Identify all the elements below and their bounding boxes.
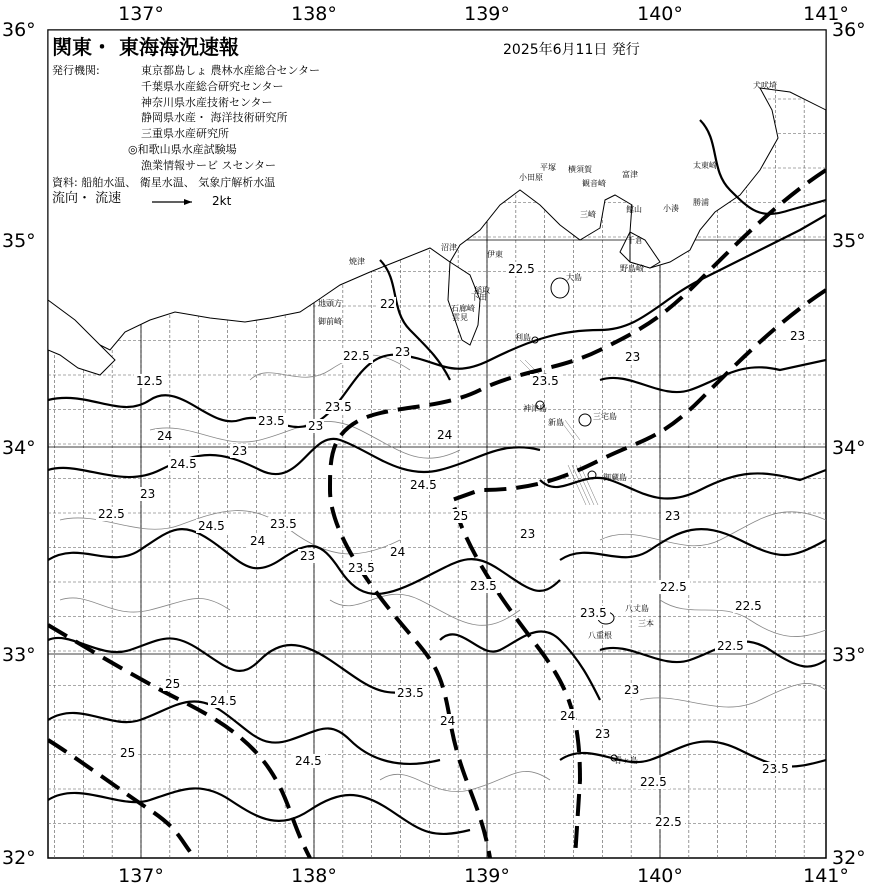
lon-label-141-bottom: 141°	[803, 865, 849, 887]
latitude-labels-right	[832, 19, 866, 869]
isotherm-label: 23.5	[397, 686, 424, 700]
place-label: 新島	[548, 418, 564, 427]
place-label: 八丈島	[625, 604, 649, 613]
place-label: 利島	[515, 333, 531, 342]
isotherm-label: 23.5	[532, 374, 559, 388]
lon-label-138-top: 138°	[291, 3, 337, 25]
agency-7: 漁業情報サービ スセンター	[141, 159, 277, 172]
place-label: 野島崎	[620, 264, 644, 273]
lat-label-33-right: 33°	[832, 644, 866, 666]
isotherm-label: 22.5	[655, 815, 682, 829]
lon-label-139-top: 139°	[464, 3, 510, 25]
place-label: 横須賀	[568, 165, 592, 174]
agency-5: 三重県水産研究所	[141, 127, 229, 140]
isotherm-label: 23	[625, 350, 641, 364]
lat-label-34-right: 34°	[832, 437, 866, 459]
isotherm-label: 22.5	[508, 262, 535, 276]
isotherm-label: 22.5	[640, 775, 667, 789]
isotherm-label: 22.5	[343, 349, 370, 363]
latitude-labels-left	[2, 19, 36, 869]
isotherm-label: 23.5	[762, 762, 789, 776]
isotherm-label: 24	[390, 545, 406, 559]
agencies-label: 発行機関:	[52, 64, 100, 77]
place-label: 三崎	[580, 210, 596, 219]
miyakejima-island	[579, 414, 591, 426]
lat-label-35-right: 35°	[832, 230, 866, 252]
isotherm-label: 22.5	[735, 599, 762, 613]
lat-label-36-left: 36°	[2, 19, 36, 41]
place-label: 御蔵島	[603, 473, 627, 482]
lat-label-34-left: 34°	[2, 437, 36, 459]
agency-4: 静岡県水産・ 海洋技術研究所	[141, 111, 288, 124]
place-label: 小田原	[519, 173, 543, 182]
place-label: 神津島	[523, 404, 547, 413]
isotherm-label: 23	[520, 527, 536, 541]
isotherm-label: 25	[453, 509, 469, 523]
place-label: 富津	[622, 170, 638, 179]
lat-label-35-left: 35°	[2, 230, 36, 252]
isotherm-label: 12.5	[136, 374, 163, 388]
place-label: 焼津	[349, 257, 365, 266]
isotherm-label: 24	[560, 709, 576, 723]
longitude-labels-top	[118, 3, 849, 25]
place-label: 館山	[626, 205, 642, 214]
isotherm-label: 24	[437, 428, 453, 442]
place-label: 小湊	[663, 204, 679, 213]
lon-label-139-bottom: 139°	[464, 865, 510, 887]
place-label: 青ヶ島	[614, 756, 638, 765]
place-label: 稲取	[474, 286, 490, 295]
lat-label-32-right: 32°	[832, 847, 866, 869]
isotherm-label: 22	[380, 297, 396, 311]
place-label: 三宅島	[593, 412, 617, 421]
isotherm-label: 23	[595, 727, 611, 741]
isotherm-label: 23.5	[348, 561, 375, 575]
isotherm-label: 24	[157, 429, 173, 443]
flow-scale-value: 2kt	[212, 194, 232, 208]
isotherm-label: 22.5	[98, 507, 125, 521]
place-label: 八重根	[588, 631, 612, 640]
isotherm-label: 23	[308, 419, 324, 433]
place-label: 大島	[566, 273, 582, 282]
longitude-labels-bottom	[118, 865, 849, 887]
place-label: 御前崎	[318, 317, 342, 326]
lon-label-140-top: 140°	[637, 3, 683, 25]
place-label: 沼津	[441, 243, 457, 252]
isotherm-label: 22.5	[660, 580, 687, 594]
place-label: 下田	[471, 293, 487, 302]
lat-label-33-left: 33°	[2, 644, 36, 666]
place-label: 三本	[638, 619, 654, 628]
isotherm-label: 24.5	[410, 478, 437, 492]
lon-label-137-top: 137°	[118, 3, 164, 25]
isotherm-label: 23	[665, 509, 681, 523]
isotherm-label: 23.5	[325, 400, 352, 414]
isotherm-label: 23.5	[580, 606, 607, 620]
lat-label-32-left: 32°	[2, 847, 36, 869]
place-label: 勝浦	[693, 198, 709, 207]
data-sources: 資料: 船舶水温、 衛星水温、 気象庁解析水温	[52, 176, 276, 189]
place-label: 平塚	[540, 163, 556, 172]
isotherm-label: 23	[395, 345, 411, 359]
isotherm-label: 23.5	[258, 414, 285, 428]
place-label: 犬吠埼	[753, 81, 777, 90]
agency-3: 神奈川県水産技術センター	[141, 96, 273, 109]
agency-2: 千葉県水産総合研究センター	[141, 80, 284, 93]
isotherm-label: 24.5	[198, 519, 225, 533]
flow-legend-label: 流向・ 流速	[52, 191, 122, 206]
isotherm-label: 25	[165, 677, 181, 691]
isotherm-label: 23	[232, 444, 248, 458]
agency-6: ◎和歌山県水産試験場	[128, 143, 237, 156]
place-label: 石廊崎	[451, 304, 475, 313]
isotherm-label: 24.5	[295, 754, 322, 768]
isotherm-label: 25	[120, 746, 136, 760]
lon-label-141-top: 141°	[803, 3, 849, 25]
isotherm-label: 24	[250, 534, 266, 548]
isotherm-label: 23.5	[270, 517, 297, 531]
place-label: 太東崎	[693, 161, 717, 170]
lon-label-137-bottom: 137°	[118, 865, 164, 887]
agency-1: 東京都島しょ 農林水産総合センター	[141, 64, 321, 77]
place-label: 観音崎	[582, 179, 606, 188]
lon-label-140-bottom: 140°	[637, 865, 683, 887]
isotherm-label: 24.5	[210, 694, 237, 708]
isotherm-label: 23	[300, 549, 316, 563]
isotherm-label: 23	[624, 683, 640, 697]
place-label: 雲見	[452, 313, 468, 322]
place-label: 伊東	[487, 250, 503, 259]
lon-label-138-bottom: 138°	[291, 865, 337, 887]
lat-label-36-right: 36°	[832, 19, 866, 41]
place-label: 千倉	[627, 236, 643, 245]
issue-date: 2025年6月11日 発行	[503, 42, 640, 58]
place-label: 地頭方	[318, 299, 342, 308]
isotherm-label: 24.5	[170, 457, 197, 471]
map-title: 関東・ 東海海況速報	[52, 35, 239, 59]
isotherm-label: 23.5	[470, 579, 497, 593]
isotherm-label: 23	[790, 329, 806, 343]
isotherm-label: 24	[440, 714, 456, 728]
isotherm-label: 23	[140, 487, 156, 501]
isotherm-label: 22.5	[717, 639, 744, 653]
